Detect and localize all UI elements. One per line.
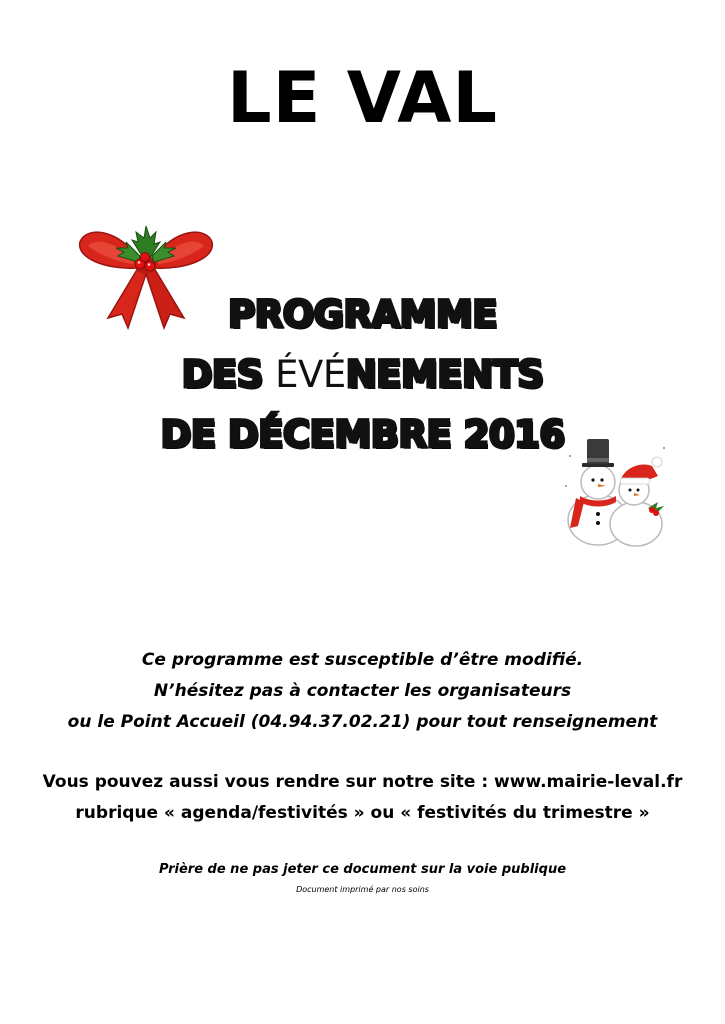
- program-title-line2-prefix: DES: [181, 353, 276, 396]
- website-line2: rubrique « agenda/festivités » ou « festivités du trimestre »: [75, 803, 650, 823]
- website-info: [0, 767, 725, 829]
- website-line1: Vous pouvez aussi vous rendre sur notre site : www.mairie-leval.fr: [42, 772, 683, 792]
- program-title-line2: [0, 345, 725, 405]
- town-title: LE VAL: [227, 57, 498, 139]
- program-title-line3: DE DÉCEMBRE 2016: [160, 413, 565, 456]
- program-title-line2-suffix: NEMENTS: [345, 353, 544, 396]
- printed-notice: Document imprimé par nos soins: [296, 885, 429, 894]
- snowmen-icon: [560, 436, 670, 548]
- program-title-line2-accent: É: [322, 353, 346, 396]
- notice-line3: ou le Point Accueil (04.94.37.02.21) pour tout renseignement: [67, 712, 658, 732]
- program-title-line2-accent: É: [275, 353, 299, 396]
- notice-line1: Ce programme est susceptible d’être modifié.: [141, 650, 584, 670]
- notice-line2: N’hésitez pas à contacter les organisateurs: [153, 681, 572, 701]
- program-title-line2-mid: V: [298, 353, 323, 396]
- disposal-notice: Prière de ne pas jeter ce document sur la voie publique: [158, 862, 567, 877]
- notice: [0, 645, 725, 738]
- program-title-line1: PROGRAMME: [228, 293, 497, 336]
